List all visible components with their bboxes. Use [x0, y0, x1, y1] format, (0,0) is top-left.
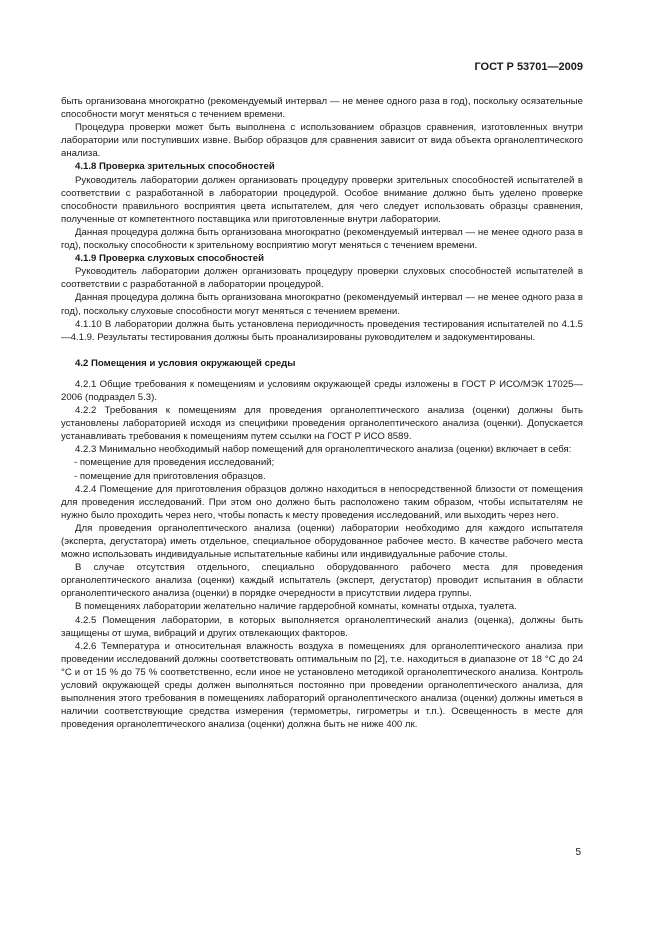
paragraph: 4.2.4 Помещение для приготовления образцов должно находиться в непосредственной близости от помещения для проведения исследований. При этом оно должно быть расположено таким образом, чтобы испытателям не нужно было проходить через него, чтобы попасть к месту проведения исследований, или выходить через него.: [61, 483, 583, 521]
paragraph: В помещениях лаборатории желательно наличие гардеробной комнаты, комнаты отдыха, туалета.: [75, 601, 517, 613]
paragraph: 4.1.10 В лаборатории должна быть установлена периодичность проведения тестирования испытателей по 4.1.5—4.1.9. Результаты тестирования должны быть проанализированы руководителем и задокументированы.: [61, 318, 583, 343]
list-item: - помещение для приготовления образцов.: [74, 470, 266, 482]
page-number: 5: [575, 847, 581, 858]
document-body: [61, 95, 583, 731]
paragraph: 4.2.5 Помещения лаборатории, в которых выполняется органолептический анализ (оценка), должны быть защищены от шума, вибраций и других отвлекающих факторов.: [61, 614, 583, 639]
paragraph: Процедура проверки может быть выполнена с использованием образцов сравнения, изготовленных внутри лаборатории или поступивших извне. Выбор образцов для сравнения зависит от вида объекта органолептического анализа.: [61, 122, 583, 160]
document-header: ГОСТ Р 53701—2009: [474, 61, 583, 73]
paragraph: Данная процедура должна быть организована многократно (рекомендуемый интервал — не менее одного раза в год), поскольку способности к зрительному восприятию могут меняться с течением времени.: [61, 226, 583, 252]
paragraph: 4.2.3 Минимально необходимый набор помещений для органолептического анализа (оценки) включает в себя:: [75, 444, 572, 456]
paragraph: быть организована многократно (рекомендуемый интервал — не менее одного раза в год), поскольку осязательные способности могут меняться с течением времени.: [61, 96, 583, 121]
paragraph: 4.2.6 Температура и относительная влажность воздуха в помещениях для органолептического анализа при проведении исследований должны соответствовать оптимальным по [2], т.е. находиться в диапазоне от 18 °С до 24 °С и от 15 % до 75 % соответственно, если иное не установлено методикой органолептического анализа. Контроль условий окружающей среды должен выполняться постоянно при проведении органолептического анализа, для выполнения этого требования в помещениях лабораторий органолептического анализа (оценки) должны иметься в наличии соответствующие средства измерения (термометры, гигрометры и т.п.). Освещенность в месте для проведения органолептического анализа (оценки) должна быть не ниже 400 лк.: [61, 640, 583, 731]
paragraph: Руководитель лаборатории должен организовать процедуру проверки зрительных способностей испытателей в соответствии с разработанной в лаборатории процедурой. Особое внимание должно быть уделено проверке способности правильного восприятия цвета испытателем, для чего следует использовать образцы сравнения, полученные от компетентного поставщика или приготовленные внутри лаборатории.: [61, 174, 583, 225]
paragraph: 4.2.1 Общие требования к помещениям и условиям окружающей среды изложены в ГОСТ Р ИСО/МЭК 17025—2006 (подраздел 5.3).: [61, 378, 583, 403]
paragraph: Руководитель лаборатории должен организовать процедуру проверки слуховых способностей испытателей в соответствии с разработанной в лаборатории процедурой.: [61, 266, 583, 291]
paragraph: Данная процедура должна быть организована многократно (рекомендуемый интервал — не менее одного раза в год), поскольку слуховые способности могут меняться с течением времени.: [61, 292, 583, 317]
section-heading: 4.1.8 Проверка зрительных способностей: [75, 161, 275, 173]
paragraph: В случае отсутствия отдельного, специально оборудованного рабочего места для проведения органолептического анализа (оценки) каждый испытатель (эксперт, дегустатор) проводит испытания в области органолептического анализа (оценки) в порядке очередности в присутствии лидера группы.: [61, 562, 583, 600]
paragraph: 4.2.2 Требования к помещениям для проведения органолептического анализа (оценки) должны быть установлены лабораторией исходя из специфики проведения органолептического анализа (оценки). Допускается устанавливать требования к помещениям путем ссылки на ГОСТ Р ИСО 8589.: [61, 405, 583, 443]
paragraph: Для проведения органолептического анализа (оценки) лаборатории необходимо для каждого испытателя (эксперта, дегустатора) иметь отдельное, специальное оборудованное рабочее место. В качестве рабочего места можно использовать индивидуальные испытательные кабины или индивидуальные рабочие столы.: [61, 522, 583, 561]
list-item: - помещение для проведения исследований;: [74, 457, 275, 469]
section-heading: 4.2 Помещения и условия окружающей среды: [75, 357, 296, 369]
section-heading: 4.1.9 Проверка слуховых способностей: [75, 253, 264, 265]
